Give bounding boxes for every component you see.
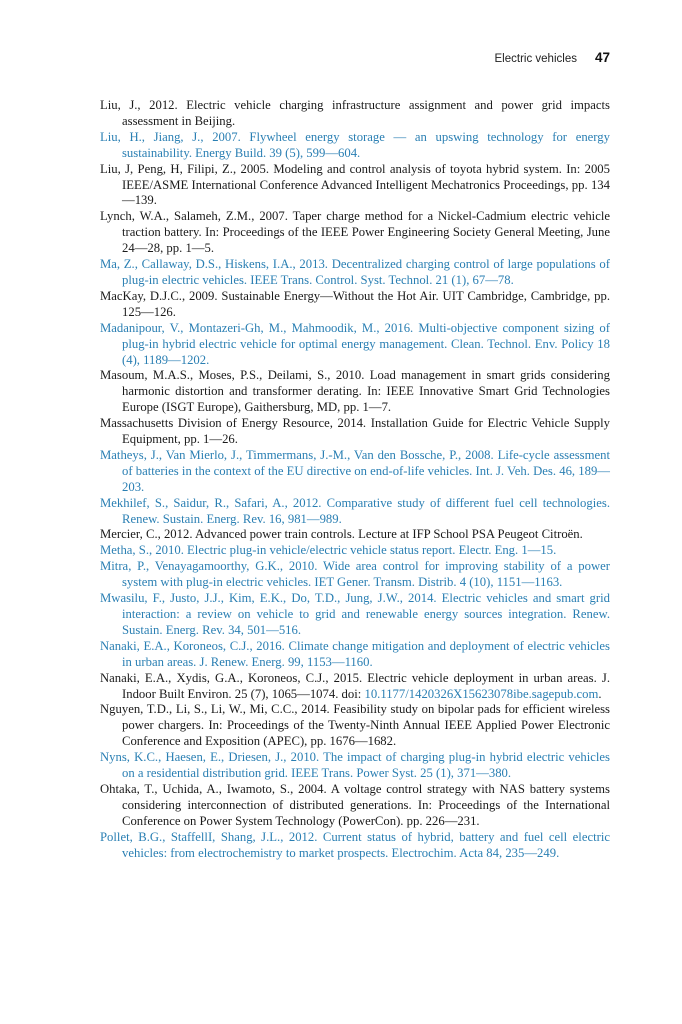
reference-entry-link[interactable] (100, 559, 610, 591)
reference-list (100, 98, 610, 862)
reference-text: Mwasilu, F., Justo, J.J., Kim, E.K., Do, T.D., Jung, J.W., 2014. Electric vehicles and smart grid interaction: a review on vehicle to grid and renewable energy sources integration. Renew. Sustain. Energ. Rev. 34, 501—516. (100, 591, 610, 637)
reference-text: Ohtaka, T., Uchida, A., Iwamoto, S., 2004. A voltage control strategy with NAS battery systems considering interconnection of distributed generations. In: Proceedings of the International Conference on Power System Technology (PowerCon). pp. 226—231. (100, 781, 610, 828)
reference-entry-link[interactable] (100, 257, 610, 289)
reference-text: Nguyen, T.D., Li, S., Li, W., Mi, C.C., 2014. Feasibility study on bipolar pads for efficient wireless power chargers. In: Proceedings of the Twenty-Ninth Annual IEEE Applied Power Electronic Conference and Exposition (APEC), pp. 1676—1682. (100, 702, 610, 749)
reference-entry (100, 416, 610, 448)
reference-entry-link[interactable] (100, 591, 610, 639)
reference-entry (100, 98, 610, 130)
reference-text: Matheys, J., Van Mierlo, J., Timmermans, J.-M., Van den Bossche, P., 2008. Life-cycle assessment of batteries in the context of the EU directive on end-of-life vehicles. Int. J. Veh. Des. 46, 189—203. (100, 447, 610, 494)
reference-text: Metha, S., 2010. Electric plug-in vehicle/electric vehicle status report. Electr. Eng. 1—15. (100, 543, 557, 558)
reference-text: Liu, J, Peng, H, Filipi, Z., 2005. Modeling and control analysis of toyota hybrid system. In: 2005 IEEE/ASME International Conference Advanced Intelligent Mechatronics Proceedings, pp. 134—139. (100, 161, 610, 208)
reference-text: Liu, J., 2012. Electric vehicle charging infrastructure assignment and power grid impacts assessment in Beijing. (100, 98, 610, 128)
reference-entry-link[interactable] (100, 130, 610, 162)
running-header (495, 50, 610, 65)
reference-entry (100, 289, 610, 321)
reference-text: Massachusetts Division of Energy Resource, 2014. Installation Guide for Electric Vehicle Supply Equipment, pp. 1—26. (100, 416, 610, 447)
reference-text: Liu, H., Jiang, J., 2007. Flywheel energy storage — an upswing technology for energy sustainability. Energy Build. 39 (5), 599—604. (100, 129, 610, 160)
reference-entry (100, 527, 610, 543)
reference-entry (100, 702, 610, 750)
reference-entry-link[interactable] (100, 543, 610, 559)
reference-text: Mitra, P., Venayagamoorthy, G.K., 2010. Wide area control for improving stability of a power system with plug-in electric vehicles. IET Gener. Transm. Distrib. 4 (10), 1151—1163. (100, 559, 610, 590)
reference-entry-link[interactable] (100, 496, 610, 528)
reference-text: Lynch, W.A., Salameh, Z.M., 2007. Taper charge method for a Nickel-Cadmium electric vehicle traction battery. In: Proceedings of the IEEE Power Engineering Society General Meeting, June 24—28, pp. 1—5. (100, 209, 610, 256)
reference-text: Nanaki, E.A., Koroneos, C.J., 2016. Climate change mitigation and deployment of electric vehicles in urban areas. J. Renew. Energ. 99, 1153—1160. (100, 638, 610, 669)
reference-entry (100, 162, 610, 210)
reference-entry (100, 671, 610, 703)
reference-entry-link[interactable] (100, 321, 610, 369)
reference-entry-link[interactable] (100, 448, 610, 496)
reference-text: Nanaki, E.A., Xydis, G.A., Koroneos, C.J., 2015. Electric vehicle deployment in urban areas. J. Indoor Built Environ. 25 (7), 1065—1074. doi: (100, 670, 610, 701)
reference-entry-link[interactable] (100, 750, 610, 782)
reference-text: Ma, Z., Callaway, D.S., Hiskens, I.A., 2013. Decentralized charging control of large populations of plug-in electric vehicles. IEEE Trans. Control. Syst. Technol. 21 (1), 67—78. (100, 257, 610, 287)
page-number: 47 (594, 50, 610, 65)
reference-entry (100, 782, 610, 830)
reference-text: Madanipour, V., Montazeri-Gh, M., Mahmoodik, M., 2016. Multi-objective component sizing of plug-in hybrid electric vehicle for optimal energy management. Clean. Technol. Env. Policy 18 (4), 1189—1202. (100, 320, 610, 367)
reference-text: Mekhilef, S., Saidur, R., Safari, A., 2012. Comparative study of different fuel cell technologies. Renew. Sustain. Energ. Rev. 16, 981—989. (100, 495, 610, 526)
reference-text-end: . (598, 686, 602, 701)
doi-link[interactable]: 10.1177/1420326X15623078ibe.sagepub.com (364, 686, 599, 701)
reference-entry (100, 209, 610, 257)
reference-entry (100, 368, 610, 416)
reference-text: Nyns, K.C., Haesen, E., Driesen, J., 2010. The impact of charging plug-in hybrid electric vehicles on a residential distribution grid. IEEE Trans. Power Syst. 25 (1), 371—380. (100, 750, 610, 781)
reference-text: Pollet, B.G., StaffellI, Shang, J.L., 2012. Current status of hybrid, battery and fuel cell electric vehicles: from electrochemistry to market prospects. Electrochim. Acta 84, 235—249. (100, 829, 610, 860)
reference-entry-link[interactable] (100, 639, 610, 671)
chapter-title: Electric vehicles (494, 53, 577, 65)
reference-text: MacKay, D.J.C., 2009. Sustainable Energy—Without the Hot Air. UIT Cambridge, Cambridge, pp. 125—126. (100, 288, 610, 319)
reference-text: Masoum, M.A.S., Moses, P.S., Deilami, S., 2010. Load management in smart grids considering harmonic distortion and transformer derating. In: IEEE Innovative Smart Grid Technologies Europe (ISGT Europe), Gaithersburg, MD, pp. 1—7. (100, 368, 610, 415)
reference-entry-link[interactable] (100, 830, 610, 862)
reference-text: Mercier, C., 2012. Advanced power train controls. Lecture at IFP School PSA Peugeot Citroën. (100, 527, 583, 542)
